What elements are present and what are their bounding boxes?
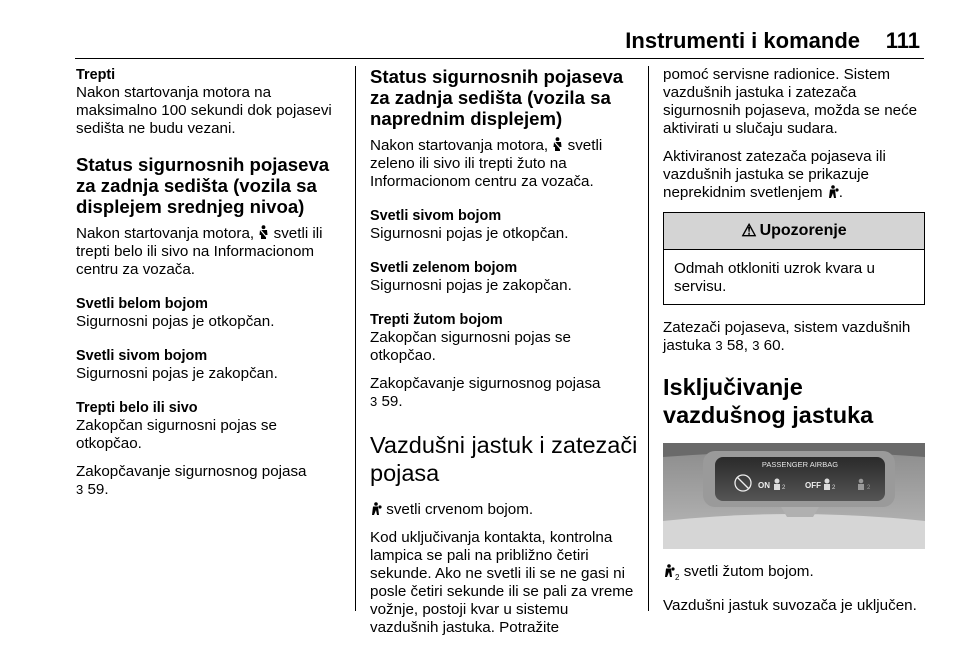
on-label: ON [758,481,770,490]
paragraph: Zakopčan sigurnosni pojas se otkopčao. [76,417,277,452]
airbag-icon [775,479,780,484]
airbag-panel-photo [663,443,925,549]
ref-arrow-icon: 3 [752,338,760,353]
cross-reference[interactable] [76,481,344,499]
subheading-zuto: Trepti žutom bojom [370,312,503,328]
cross-reference[interactable] [370,393,638,411]
warning-title: Upozorenje [759,222,847,239]
text: svetli žutom bojom. [683,563,814,580]
seatbelt-icon [552,137,563,152]
airbag-icon [827,185,839,199]
seatbelt-icon [859,479,864,484]
header-title: Instrumenti i komande [625,28,860,53]
off-label: OFF [805,481,821,490]
paragraph: Zakopčavanje sigurnosnog pojasa [370,375,601,392]
seat-number: 2 [675,573,680,583]
ref-arrow-icon: 3 [715,338,723,353]
paragraph: Sigurnosni pojas je otkopčan. [370,225,569,242]
column-3 [663,66,925,625]
text: svetli crvenom bojom. [386,501,534,518]
paragraph: Sigurnosni pojas je zakopčan. [370,277,572,294]
warning-body: Odmah otkloniti uzrok kvara u servisu. [674,260,875,295]
column-2 [370,66,638,647]
paragraph [370,501,638,519]
section-title: Status sigurnosnih pojaseva za zadnja sedišta (vozila sa displejem srednjeg nivoa) [76,154,330,217]
paragraph: Nakon startovanja motora na maksimalno 100 sekundi dok pojasevi sedišta ne budu vezani. [76,84,332,137]
subheading-trepti-belo: Trepti belo ili sivo [76,400,198,416]
text: Zatezači pojaseva, sistem vazdušnih jastuka [663,319,911,354]
warning-box [663,212,925,305]
column-divider [355,66,356,611]
ref-page[interactable]: 60. [763,337,785,354]
paragraph [76,225,344,279]
ref-arrow-icon: 3 [370,394,378,409]
airbag-icon [370,502,382,516]
warning-header [664,213,924,250]
paragraph: Sigurnosni pojas je otkopčan. [76,313,275,330]
paragraph [370,137,638,191]
text: Nakon startovanja motora, [370,137,549,154]
paragraph: Sigurnosni pojas je zakopčan. [76,365,278,382]
warning-triangle-icon: ⚠ [741,221,757,240]
section-title: Status sigurnosnih pojaseva za zadnja sedišta (vozila sa naprednim displejem) [370,66,624,129]
page-header [0,0,960,58]
seat-number: 2 [832,485,836,491]
subheading-trepti: Trepti [76,67,116,83]
section-heading: Vazdušni jastuk i zatezači pojasa [370,432,638,486]
seat-number: 2 [867,485,871,491]
text: svetli ili trepti belo ili sivo na Informacionom centru za vozača. [76,225,323,278]
header-rule [75,58,924,59]
ref-arrow-icon: 3 [76,482,84,497]
text: . [838,184,844,201]
airbag-icon [663,564,675,578]
text: svetli zeleno ili sivo ili trepti žuto na Informacionom centru za vozača. [370,137,603,190]
subheading-belo: Svetli belom bojom [76,296,208,312]
text: Nakon startovanja motora, [76,225,255,242]
subheading-zeleno: Svetli zelenom bojom [370,260,518,276]
section-heading: Isključivanje vazdušnog jastuka [663,374,874,428]
subheading-sivo: Svetli sivom bojom [76,348,208,364]
ref-page: 59. [381,393,403,410]
paragraph: Kod uključivanja kontakta, kontrolna lampica se pali na približno četiri sekunde. Ako ne svetli ili se ne gasi ni posle četiri sekunde ili se pali za vreme vožnje, postoji kvar u sistemu vazdušnih jastuka. Potražite [370,529,634,636]
page-number: 111 [885,28,920,53]
airbag-icon [825,479,830,484]
text: Aktiviranost zatezača pojaseva ili vazdušnih jastuka se prikazuje neprekidnim svetlenjem [663,148,886,201]
paragraph: Zakopčavanje sigurnosnog pojasa [76,463,307,480]
paragraph: Vazdušni jastuk suvozača je uključen. [663,597,917,615]
paragraph: Zakopčan sigurnosni pojas se otkopčao. [370,329,571,364]
ref-page: 59. [87,481,109,498]
seatbelt-icon [258,225,269,240]
paragraph: pomoć servisne radionice. Sistem vazdušnih jastuka i zatezača sigurnosnih pojaseva, možda se neće aktivirati u slučaju sudara. [663,66,918,137]
panel-label: PASSENGER AIRBAG [761,460,839,469]
column-divider [648,66,649,611]
paragraph [663,148,925,202]
paragraph [663,319,925,355]
column-1 [76,66,344,509]
paragraph [663,563,925,587]
seat-number: 2 [782,485,786,491]
ref-page[interactable]: 58, [726,337,748,354]
subheading-sivo: Svetli sivom bojom [370,208,502,224]
